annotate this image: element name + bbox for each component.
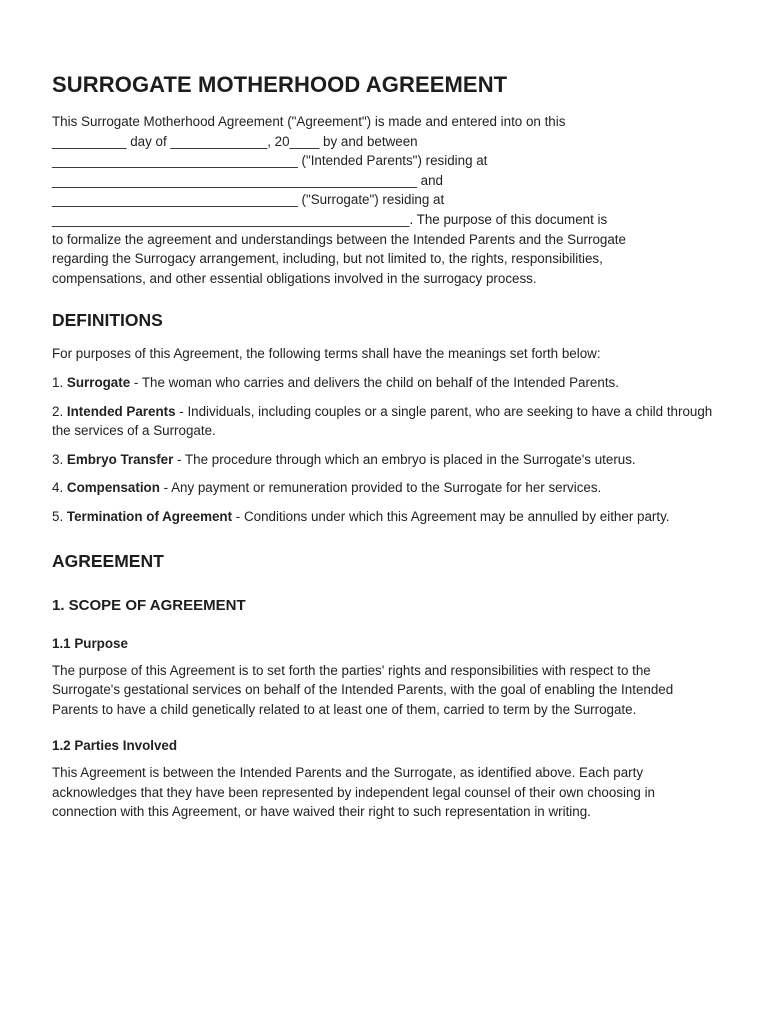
definition-term: Intended Parents [66, 403, 176, 419]
intro-paragraph [52, 112, 722, 288]
definition-item [52, 478, 722, 498]
intro-line: regarding the Surrogacy arrangement, including, but not limited to, the rights, responsibilities, [52, 251, 603, 267]
definition-text: - Any payment or remuneration provided to the Surrogate for her services. [159, 480, 602, 496]
definition-number: 2. [52, 403, 64, 419]
definition-term: Compensation [66, 480, 160, 496]
intro-line: _________________________________ ("Intended Parents") residing at [52, 153, 488, 169]
section-heading: 1. SCOPE OF AGREEMENT [52, 596, 246, 614]
subsection-text: This Agreement is between the Intended Parents and the Surrogate, as identified above. Each party acknowledges that they have been represented by independent legal counsel of their own choosing in connection with this Agreement, or have waived their right to such representation in writing. [52, 765, 655, 820]
definition-item [52, 373, 722, 393]
intro-line: __________ day of _____________, 20____ by and between [52, 133, 418, 149]
definition-text: - The woman who carries and delivers the child on behalf of the Intended Parents. [130, 374, 619, 390]
definition-item [52, 507, 722, 527]
definition-number: 4. [52, 480, 64, 496]
agreement-heading: AGREEMENT [52, 550, 164, 571]
definition-number: 1. [52, 374, 64, 390]
definitions-heading: DEFINITIONS [52, 310, 163, 331]
definition-text: - Individuals, including couples or a single parent, who are seeking to have a child through the services of a Surrogate. [52, 403, 713, 439]
definition-term: Termination of Agreement [66, 508, 233, 524]
document-page [52, 72, 722, 822]
definition-number: 3. [52, 451, 64, 467]
intro-line: This Surrogate Motherhood Agreement ("Agreement") is made and entered into on this [52, 114, 566, 129]
definition-item [52, 402, 722, 441]
document-title: SURROGATE MOTHERHOOD AGREEMENT [52, 72, 508, 97]
subsection-text: The purpose of this Agreement is to set forth the parties' rights and responsibilities with respect to the Surrogate's gestational services on behalf of the Intended Parents, with the goal of enabling the Intended Parents to have a child genetically related to at least one of them, carried to term by the Surrogate. [52, 662, 674, 717]
definition-term: Surrogate [66, 374, 131, 390]
definitions-lead: For purposes of this Agreement, the following terms shall have the meanings set forth below: [52, 346, 601, 362]
intro-line: _________________________________ ("Surrogate") residing at [52, 192, 445, 208]
subsection-heading: 1.1 Purpose [52, 635, 128, 651]
intro-line: to formalize the agreement and understandings between the Intended Parents and the Surrogate [52, 231, 626, 247]
intro-line: compensations, and other essential obligations involved in the surrogacy process. [52, 270, 537, 286]
definition-text: - Conditions under which this Agreement may be annulled by either party. [232, 508, 670, 524]
definition-item [52, 450, 722, 470]
definition-number: 5. [52, 508, 64, 524]
definition-term: Embryo Transfer [66, 451, 174, 467]
intro-line: ________________________________________________. The purpose of this document is [52, 211, 608, 227]
subsection-heading: 1.2 Parties Involved [52, 738, 178, 754]
definition-text: - The procedure through which an embryo is placed in the Surrogate's uterus. [173, 451, 636, 467]
intro-line: _________________________________________________ and [52, 172, 443, 188]
